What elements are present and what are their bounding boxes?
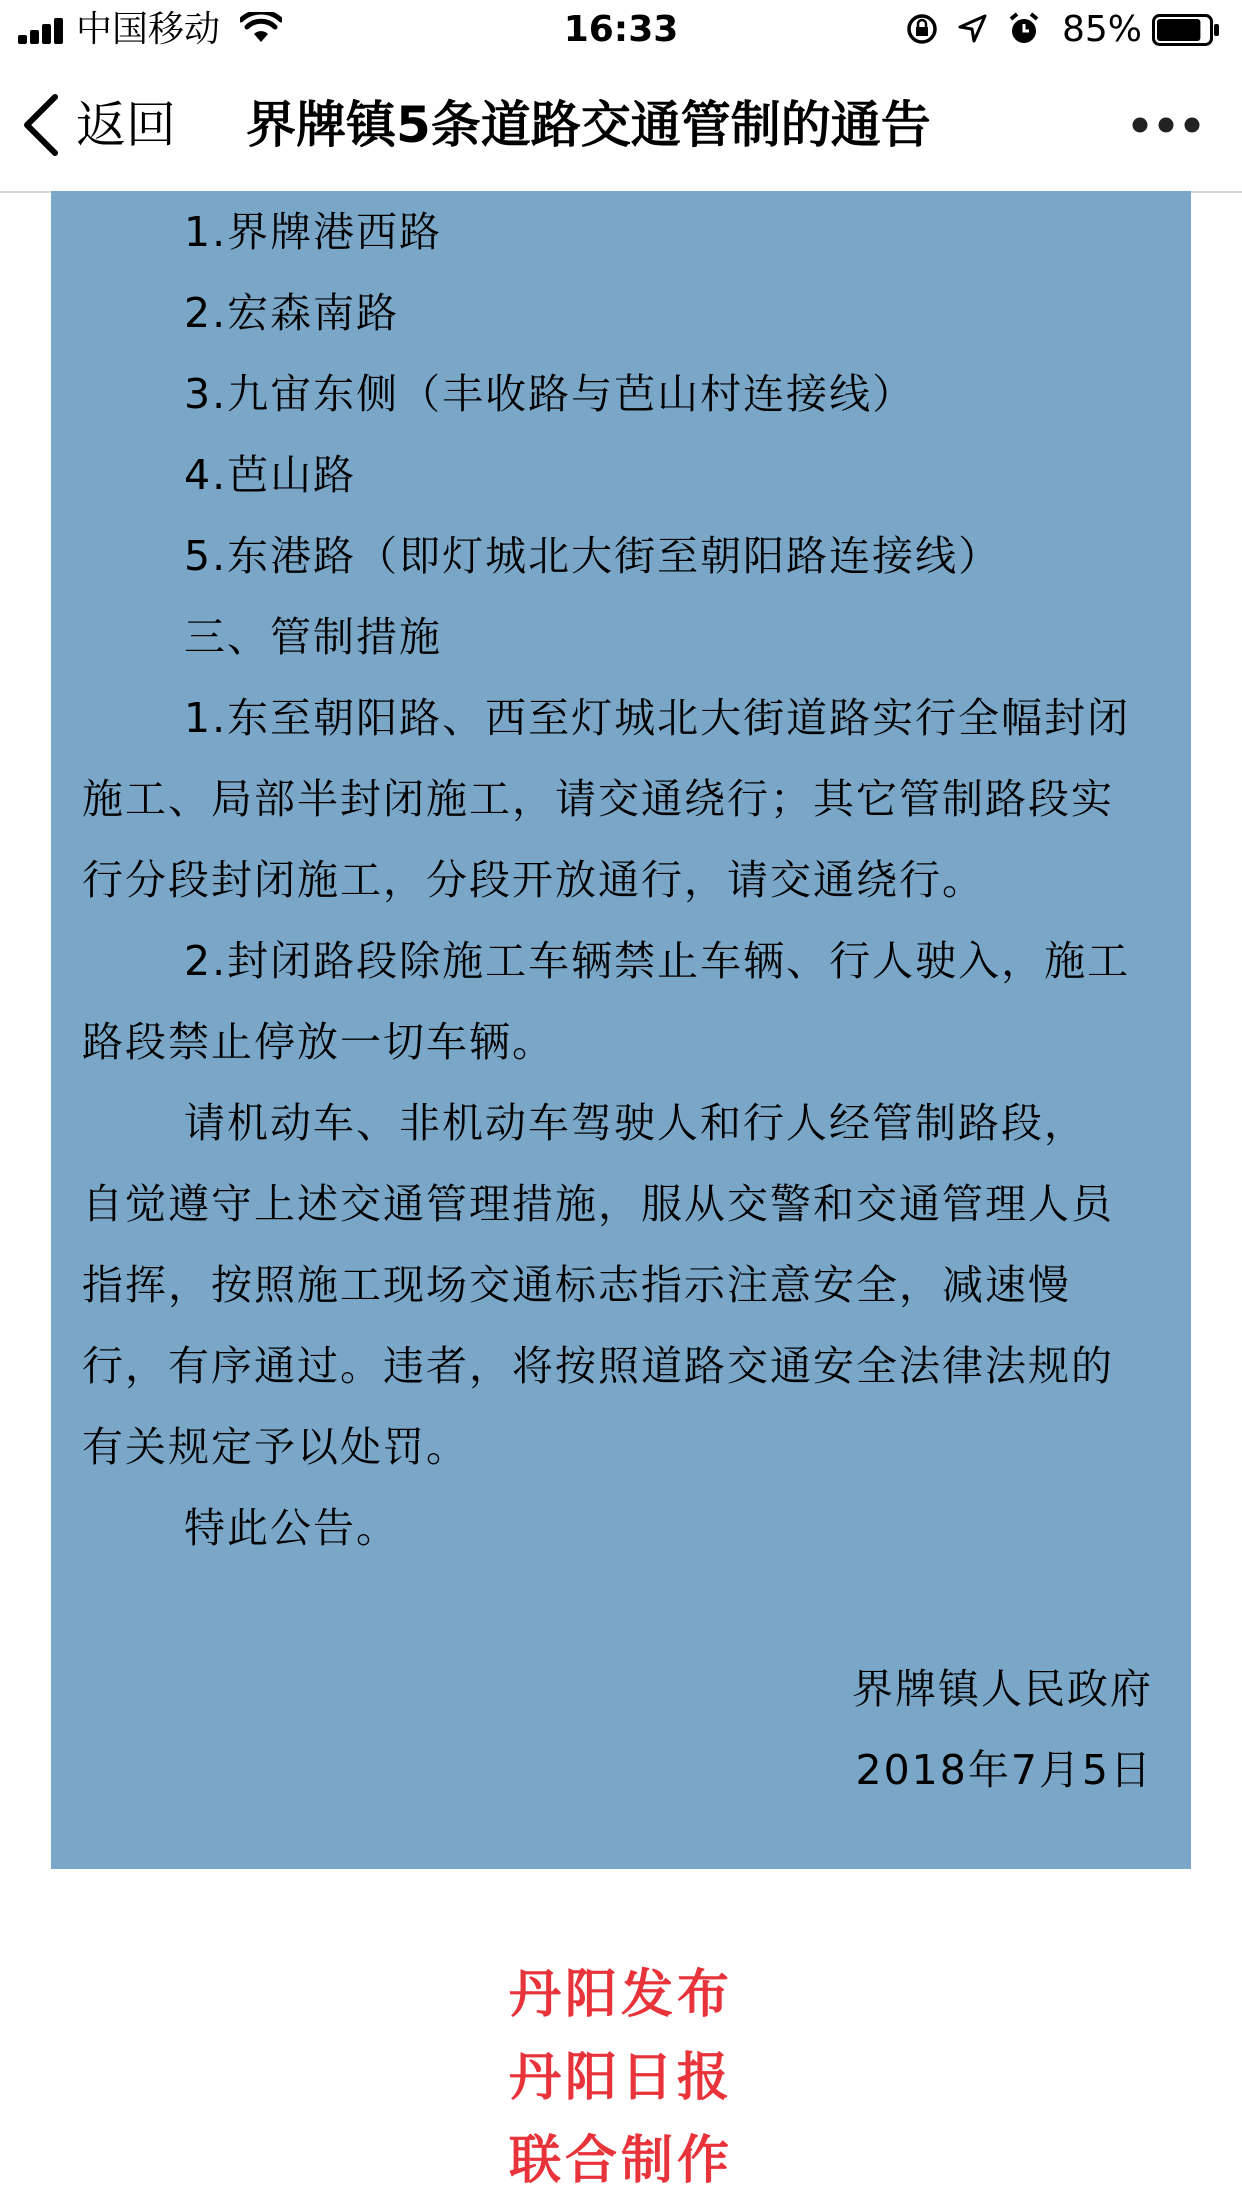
notice-line-3: 指挥，按照施工现场交通标志指示注意安全，减速慢 bbox=[82, 1261, 1071, 1309]
alarm-icon bbox=[1007, 12, 1041, 46]
nav-bar bbox=[0, 60, 1242, 193]
road-item-4: 4.芭山路 bbox=[184, 451, 357, 499]
signature: 界牌镇人民政府 bbox=[852, 1665, 1153, 1713]
date: 2018年7月5日 bbox=[855, 1746, 1153, 1794]
measure-2-line-2: 路段禁止停放一切车辆。 bbox=[82, 1018, 555, 1066]
footer-line-2: 丹阳日报 bbox=[508, 2048, 733, 2108]
road-item-2: 2.宏森南路 bbox=[184, 289, 400, 337]
notice-line-2: 自觉遵守上述交通管理措施，服从交警和交通管理人员 bbox=[82, 1180, 1114, 1228]
road-item-5: 5.东港路（即灯城北大街至朝阳路连接线） bbox=[184, 532, 1002, 580]
more-icon[interactable] bbox=[1130, 115, 1202, 135]
carrier-label: 中国移动 bbox=[76, 9, 221, 50]
status-icons bbox=[905, 12, 1055, 46]
back-button[interactable] bbox=[22, 90, 192, 160]
measure-1-line-3: 行分段封闭施工，分段开放通行，请交通绕行。 bbox=[82, 856, 985, 904]
measure-2-line-1: 2.封闭路段除施工车辆禁止车辆、行人驶入，施工 bbox=[184, 937, 1131, 985]
battery-icon bbox=[1152, 14, 1220, 46]
location-icon bbox=[957, 14, 987, 44]
notice-line-1: 请机动车、非机动车驾驶人和行人经管制路段， bbox=[184, 1099, 1087, 1147]
notice-line-4: 行，有序通过。违者，将按照道路交通安全法律法规的 bbox=[82, 1342, 1114, 1390]
footer-line-1: 丹阳发布 bbox=[508, 1965, 733, 2025]
road-item-3: 3.九宙东侧（丰收路与芭山村连接线） bbox=[184, 370, 916, 418]
page-title: 界牌镇5条道路交通管制的通告 bbox=[246, 96, 931, 154]
battery-percent: 85% bbox=[1062, 9, 1143, 50]
back-label: 返回 bbox=[76, 96, 176, 154]
chevron-left-icon bbox=[22, 94, 58, 156]
article-body bbox=[51, 191, 1191, 1869]
road-item-1: 1.界牌港西路 bbox=[184, 208, 443, 256]
rotation-lock-icon bbox=[905, 12, 939, 46]
clock: 16:33 bbox=[563, 9, 679, 50]
footer-line-3: 联合制作 bbox=[508, 2131, 733, 2191]
closing-text: 特此公告。 bbox=[184, 1504, 399, 1552]
status-bar bbox=[0, 0, 1242, 60]
notice-line-5: 有关规定予以处罚。 bbox=[82, 1423, 469, 1471]
measure-1-line-2: 施工、局部半封闭施工，请交通绕行；其它管制路段实 bbox=[82, 775, 1114, 823]
section-heading: 三、管制措施 bbox=[184, 613, 442, 661]
measure-1-line-1: 1.东至朝阳路、西至灯城北大街道路实行全幅封闭 bbox=[184, 694, 1131, 742]
